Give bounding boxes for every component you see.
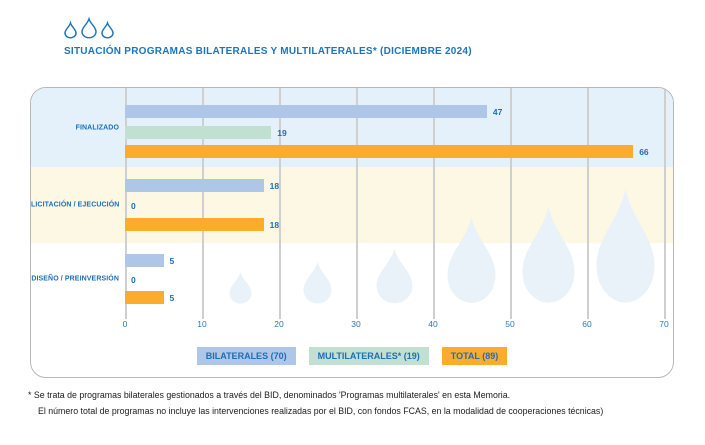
bar	[125, 291, 164, 304]
watermark-drop-icon	[304, 262, 332, 303]
water-drop-icon	[65, 23, 76, 38]
row-label: FINALIZADO	[75, 124, 119, 131]
x-tick-label: 70	[659, 319, 669, 329]
water-drop-icon	[102, 23, 113, 38]
x-tick-label: 30	[351, 319, 361, 329]
gridline	[587, 88, 589, 314]
legend-chip: BILATERALES (70)	[197, 347, 296, 365]
watermark-drop-icon	[448, 217, 496, 303]
water-drop-icon	[82, 19, 96, 38]
bar	[125, 254, 164, 267]
gridline	[510, 88, 512, 314]
x-tick-label: 0	[122, 319, 128, 329]
bar	[125, 145, 633, 158]
watermark-drop-icon	[230, 272, 252, 304]
x-tick-label: 50	[505, 319, 515, 329]
gridline	[664, 88, 666, 314]
legend-chip: MULTILATERALES* (19)	[309, 347, 429, 365]
footnote-line-2: El número total de programas no incluye las intervenciones realizadas por el BID, con fondos FCAS, en la modalidad de cooperaciones técnicas)	[38, 406, 604, 416]
bar	[125, 218, 264, 231]
bar	[125, 105, 487, 118]
bar-value-label: 0	[131, 200, 136, 211]
water-drops-logo-icon	[64, 16, 114, 40]
bar-value-label: 5	[169, 255, 175, 266]
legend-chip: TOTAL (89)	[442, 347, 508, 365]
watermark-drop-icon	[597, 189, 655, 302]
bar-value-label: 5	[169, 292, 175, 303]
footnote-line-1: * Se trata de programas bilaterales gestionados a través del BID, denominados 'Programas multilaterales' en esta Memoria.	[28, 390, 511, 400]
chart-panel	[30, 87, 674, 378]
bar-value-label: 18	[269, 219, 280, 230]
gridline	[125, 88, 127, 314]
x-tick-label: 40	[428, 319, 438, 329]
chart-legend	[31, 347, 673, 365]
row-label: DISEÑO / PREINVERSIÓN	[31, 275, 119, 282]
gridline	[279, 88, 281, 314]
watermark-drop-icon	[377, 249, 413, 303]
bar-value-label: 66	[639, 146, 649, 157]
x-tick-label: 10	[197, 319, 207, 329]
gridline	[433, 88, 435, 314]
x-tick-label: 20	[274, 319, 284, 329]
bar-value-label: 18	[269, 180, 280, 191]
bar-value-label: 0	[131, 274, 136, 285]
watermark-drops	[31, 88, 674, 314]
row-label: LICITACIÓN / EJECUCIÓN	[31, 201, 120, 209]
bar	[125, 179, 264, 192]
x-tick-label: 60	[582, 319, 592, 329]
gridline	[202, 88, 204, 314]
gridline	[356, 88, 358, 314]
bar	[125, 126, 271, 139]
page-title: SITUACIÓN PROGRAMAS BILATERALES Y MULTILATERALES* (DICIEMBRE 2024)	[64, 46, 472, 57]
bar-value-label: 47	[492, 106, 503, 117]
bar-value-label: 19	[277, 127, 287, 138]
watermark-drop-icon	[523, 207, 575, 303]
